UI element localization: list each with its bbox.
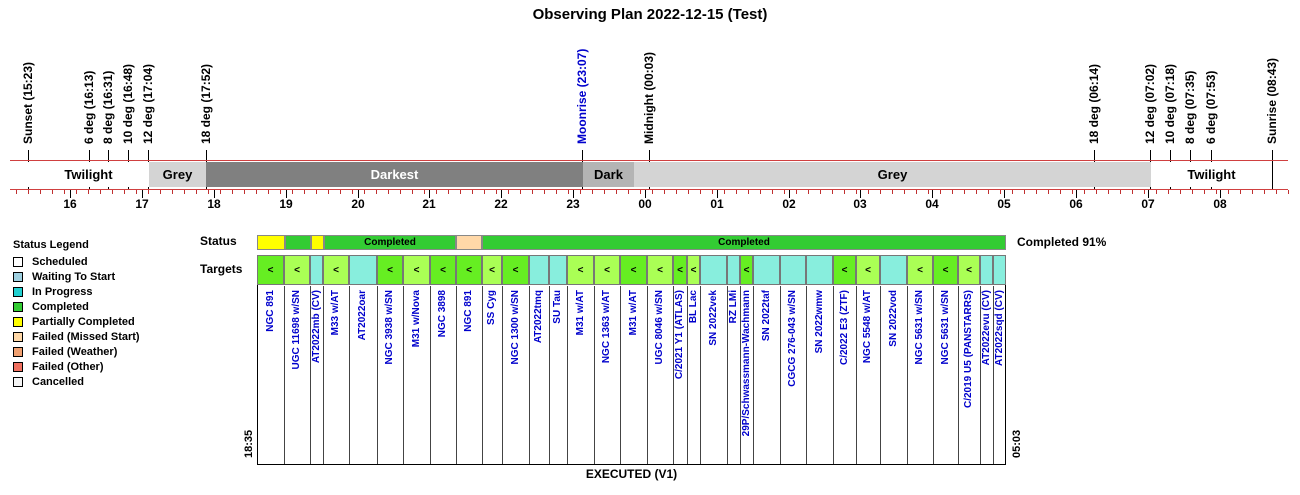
target-name-label[interactable]: SN 2022vod — [887, 290, 899, 347]
hour-label: 02 — [782, 197, 796, 211]
minor-tick — [1288, 190, 1289, 194]
minor-tick — [1024, 190, 1025, 194]
event-label: 10 deg (07:18) — [1163, 63, 1177, 144]
minor-tick — [16, 190, 17, 194]
minor-tick — [976, 190, 977, 194]
target-separator — [856, 286, 857, 464]
legend-swatch — [13, 257, 23, 267]
minor-tick — [652, 190, 653, 194]
minor-tick — [676, 190, 677, 194]
minor-tick — [1048, 190, 1049, 194]
minor-tick — [220, 190, 221, 194]
minor-tick — [844, 190, 845, 194]
minor-tick — [208, 190, 209, 194]
minor-tick — [916, 190, 917, 194]
band-twilight: Twilight — [1151, 162, 1272, 187]
minor-tick — [1072, 190, 1073, 194]
minor-tick — [496, 190, 497, 194]
event-label: 18 deg (06:14) — [1087, 63, 1101, 144]
legend-item — [13, 331, 140, 343]
minor-tick — [196, 190, 197, 194]
target-separator — [687, 286, 688, 464]
hour-label: 07 — [1141, 197, 1155, 211]
minor-tick — [1036, 190, 1037, 194]
minor-tick — [808, 190, 809, 194]
minor-tick — [988, 190, 989, 194]
completed-percentage: Completed 91% — [1017, 235, 1107, 249]
minor-tick — [1228, 190, 1229, 194]
event-label: Sunset (15:23) — [21, 61, 35, 144]
target-cell[interactable]: < — [594, 255, 620, 285]
hour-label: 21 — [422, 197, 436, 211]
target-cell[interactable]: < — [257, 255, 284, 285]
minor-tick — [880, 190, 881, 194]
status-segment[interactable] — [456, 235, 482, 250]
target-cell[interactable]: < — [833, 255, 856, 285]
minor-tick — [688, 190, 689, 194]
minor-tick — [1264, 190, 1265, 194]
event-label: Sunrise (08:43) — [1265, 57, 1279, 144]
band-darkest: Darkest — [206, 162, 583, 187]
minor-tick — [292, 190, 293, 194]
event-label: Moonrise (23:07) — [575, 48, 589, 144]
minor-tick — [472, 190, 473, 194]
target-separator — [780, 286, 781, 464]
minor-tick — [820, 190, 821, 194]
legend-item — [13, 256, 88, 268]
target-name-label[interactable]: M33 w/AT — [330, 290, 341, 336]
hour-label: 00 — [638, 197, 652, 211]
event-label: 12 deg (17:04) — [141, 63, 155, 144]
minor-tick — [160, 190, 161, 194]
event-tick — [1272, 150, 1273, 190]
minor-tick — [1156, 190, 1157, 194]
status-segment[interactable] — [311, 235, 324, 250]
event-label: 12 deg (07:02) — [1143, 63, 1157, 144]
minor-tick — [232, 190, 233, 194]
target-cell[interactable]: < — [284, 255, 310, 285]
legend-label: Failed (Missed Start) — [32, 331, 140, 343]
event-label: 8 deg (07:35) — [1183, 70, 1197, 144]
target-separator — [806, 286, 807, 464]
legend-item — [13, 316, 135, 328]
minor-tick — [724, 190, 725, 194]
minor-tick — [172, 190, 173, 194]
legend-title: Status Legend — [13, 239, 89, 251]
minor-tick — [1240, 190, 1241, 194]
target-name-label[interactable]: NGC 891 — [463, 290, 474, 332]
event-label: Midnight (00:03) — [642, 52, 656, 144]
target-separator — [549, 286, 550, 464]
target-separator — [980, 286, 981, 464]
band-twilight: Twilight — [28, 162, 149, 187]
target-cell[interactable] — [700, 255, 727, 285]
event-label: 18 deg (17:52) — [199, 63, 213, 144]
hour-label: 08 — [1213, 197, 1227, 211]
legend-label: Partially Completed — [32, 316, 135, 328]
minor-tick — [268, 190, 269, 194]
target-separator — [502, 286, 503, 464]
minor-tick — [1120, 190, 1121, 194]
target-separator — [740, 286, 741, 464]
minor-tick — [400, 190, 401, 194]
target-name-label[interactable]: M31 w/AT — [627, 290, 639, 336]
target-cell[interactable]: < — [740, 255, 753, 285]
target-name-label[interactable]: C/2022 E3 (ZTF) — [838, 290, 850, 366]
minor-tick — [508, 190, 509, 194]
legend-label: Failed (Weather) — [32, 346, 118, 358]
target-separator — [993, 286, 994, 464]
target-name-label[interactable]: SN 2022wmw — [813, 290, 825, 354]
hour-label: 17 — [135, 197, 149, 211]
target-separator — [833, 286, 834, 464]
target-name-label[interactable]: SS Cyg — [486, 290, 497, 326]
minor-tick — [856, 190, 857, 194]
minor-tick — [88, 190, 89, 194]
target-cell[interactable]: < — [856, 255, 880, 285]
minor-tick — [1060, 190, 1061, 194]
target-name-label[interactable]: SU Tau — [552, 290, 563, 324]
minor-tick — [1096, 190, 1097, 194]
hour-label: 22 — [494, 197, 508, 211]
target-cell[interactable] — [753, 255, 780, 285]
minor-tick — [928, 190, 929, 194]
target-cell[interactable]: < — [958, 255, 980, 285]
minor-tick — [772, 190, 773, 194]
minor-tick — [340, 190, 341, 194]
start-time: 18:35 — [243, 429, 255, 458]
legend-label: Cancelled — [32, 376, 84, 388]
target-name-label[interactable]: NGC 3898 — [437, 290, 448, 338]
target-cell[interactable] — [310, 255, 323, 285]
target-cell[interactable]: < — [323, 255, 349, 285]
minor-tick — [52, 190, 53, 194]
minor-tick — [628, 190, 629, 194]
targets-row-label: Targets — [200, 262, 243, 276]
target-cell[interactable]: < — [377, 255, 403, 285]
minor-tick — [28, 190, 29, 194]
status-row-label: Status — [200, 234, 237, 248]
minor-tick — [1180, 190, 1181, 194]
target-name-label[interactable]: 29P/Schwassmann-Wachmann — [740, 290, 752, 437]
target-separator — [673, 286, 674, 464]
target-separator — [482, 286, 483, 464]
minor-tick — [1252, 190, 1253, 194]
event-label: 6 deg (16:13) — [82, 70, 96, 144]
band-grey: Grey — [149, 162, 206, 187]
minor-tick — [1204, 190, 1205, 194]
targets-frame — [257, 255, 1006, 465]
target-name-label[interactable]: NGC 3938 w/SN — [384, 290, 395, 365]
timeline-top-line — [10, 160, 1288, 161]
minor-tick — [952, 190, 953, 194]
minor-tick — [532, 190, 533, 194]
target-cell[interactable] — [880, 255, 907, 285]
minor-tick — [76, 190, 77, 194]
target-cell[interactable]: < — [430, 255, 456, 285]
target-name-label[interactable]: AT2022evu (CV) — [980, 290, 992, 366]
minor-tick — [796, 190, 797, 194]
minor-tick — [748, 190, 749, 194]
target-name-label[interactable]: M31 w/AT — [574, 290, 586, 336]
minor-tick — [1192, 190, 1193, 194]
hour-label: 18 — [207, 197, 221, 211]
minor-tick — [712, 190, 713, 194]
legend-label: Waiting To Start — [32, 271, 116, 283]
band-dark: Dark — [583, 162, 634, 187]
target-name-label[interactable]: NGC 5548 w/AT — [862, 290, 873, 364]
target-separator — [594, 286, 595, 464]
target-separator — [727, 286, 728, 464]
target-separator — [620, 286, 621, 464]
minor-tick — [616, 190, 617, 194]
minor-tick — [1216, 190, 1217, 194]
target-cell[interactable] — [549, 255, 567, 285]
legend-swatch — [13, 272, 23, 282]
minor-tick — [1000, 190, 1001, 194]
minor-tick — [460, 190, 461, 194]
hour-label: 19 — [279, 197, 293, 211]
target-cell[interactable]: < — [456, 255, 482, 285]
minor-tick — [1084, 190, 1085, 194]
target-separator — [403, 286, 404, 464]
minor-tick — [1108, 190, 1109, 194]
target-separator — [933, 286, 934, 464]
target-separator — [907, 286, 908, 464]
target-cell[interactable]: < — [647, 255, 673, 285]
target-separator — [880, 286, 881, 464]
minor-tick — [736, 190, 737, 194]
target-name-label[interactable]: C/2021 Y1 (ATLAS) — [674, 290, 685, 380]
target-name-label[interactable]: UGC 11698 w/SN — [291, 290, 302, 370]
target-name-label[interactable]: NGC 1300 w/SN — [509, 290, 521, 365]
minor-tick — [364, 190, 365, 194]
minor-tick — [388, 190, 389, 194]
event-label: 8 deg (16:31) — [101, 70, 115, 144]
target-cell[interactable]: < — [567, 255, 594, 285]
target-name-label[interactable]: SN 2022vek — [707, 290, 719, 346]
legend-swatch — [13, 377, 23, 387]
target-name-label[interactable]: BL Lac — [687, 290, 699, 324]
minor-tick — [280, 190, 281, 194]
minor-tick — [1012, 190, 1013, 194]
minor-tick — [64, 190, 65, 194]
minor-tick — [184, 190, 185, 194]
legend-swatch — [13, 287, 23, 297]
status-segment[interactable] — [285, 235, 311, 250]
target-cell[interactable] — [993, 255, 1006, 285]
target-name-label[interactable]: AT2022sqd (CV) — [993, 290, 1005, 366]
target-name-label[interactable]: AT2022mb (CV) — [310, 290, 322, 364]
target-cell[interactable]: < — [403, 255, 430, 285]
target-cell[interactable]: < — [687, 255, 700, 285]
target-name-label[interactable]: AT2022tmq — [533, 290, 544, 344]
minor-tick — [1276, 190, 1277, 194]
target-name-label[interactable]: M31 w/Nova — [410, 290, 422, 348]
target-separator — [456, 286, 457, 464]
band-grey: Grey — [634, 162, 1151, 187]
legend-item — [13, 376, 84, 388]
minor-tick — [904, 190, 905, 194]
target-separator — [529, 286, 530, 464]
legend-item — [13, 271, 115, 283]
status-segment[interactable] — [257, 235, 285, 250]
minor-tick — [448, 190, 449, 194]
target-name-label[interactable]: CGCG 276-043 w/SN — [787, 290, 798, 387]
legend-label: Scheduled — [32, 256, 88, 268]
target-cell[interactable] — [980, 255, 993, 285]
minor-tick — [148, 190, 149, 194]
legend-item — [13, 301, 89, 313]
legend-swatch — [13, 317, 23, 327]
minor-tick — [112, 190, 113, 194]
status-segment[interactable]: Completed — [324, 235, 456, 250]
hour-label: 20 — [351, 197, 365, 211]
legend-swatch — [13, 362, 23, 372]
minor-tick — [556, 190, 557, 194]
event-label: 10 deg (16:48) — [121, 63, 135, 144]
target-cell[interactable]: < — [502, 255, 529, 285]
minor-tick — [436, 190, 437, 194]
minor-tick — [964, 190, 965, 194]
target-separator — [567, 286, 568, 464]
target-cell[interactable] — [806, 255, 833, 285]
end-time: 05:03 — [1011, 429, 1023, 458]
minor-tick — [544, 190, 545, 194]
hour-label: 05 — [997, 197, 1011, 211]
target-name-label[interactable]: RZ LMi — [727, 290, 739, 324]
minor-tick — [1132, 190, 1133, 194]
minor-tick — [328, 190, 329, 194]
target-separator — [310, 286, 311, 464]
minor-tick — [784, 190, 785, 194]
target-name-label[interactable]: SN 2022taf — [760, 290, 772, 342]
target-separator — [349, 286, 350, 464]
minor-tick — [352, 190, 353, 194]
minor-tick — [304, 190, 305, 194]
hour-label: 04 — [925, 197, 939, 211]
target-name-label[interactable]: NGC 5631 w/SN — [939, 290, 951, 365]
minor-tick — [760, 190, 761, 194]
minor-tick — [640, 190, 641, 194]
minor-tick — [244, 190, 245, 194]
executed-label: EXECUTED (V1) — [585, 467, 678, 481]
target-name-label[interactable]: NGC 891 — [264, 290, 276, 332]
hour-label: 01 — [710, 197, 724, 211]
target-cell[interactable]: < — [933, 255, 958, 285]
status-segment[interactable]: Completed — [482, 235, 1006, 250]
hour-label: 06 — [1069, 197, 1083, 211]
hour-label: 23 — [566, 197, 580, 211]
hour-label: 03 — [853, 197, 867, 211]
target-separator — [753, 286, 754, 464]
legend-swatch — [13, 332, 23, 342]
minor-tick — [892, 190, 893, 194]
legend-item — [13, 346, 117, 358]
target-cell[interactable] — [349, 255, 377, 285]
legend-swatch — [13, 302, 23, 312]
minor-tick — [424, 190, 425, 194]
minor-tick — [580, 190, 581, 194]
minor-tick — [124, 190, 125, 194]
hour-label: 16 — [63, 197, 77, 211]
legend-label: In Progress — [32, 286, 93, 298]
target-name-label[interactable]: UGC 8046 w/SN — [654, 290, 665, 365]
minor-tick — [568, 190, 569, 194]
target-cell[interactable]: < — [907, 255, 933, 285]
target-name-label[interactable]: NGC 1363 w/AT — [601, 290, 612, 364]
legend-label: Failed (Other) — [32, 361, 104, 373]
target-cell[interactable]: < — [673, 255, 687, 285]
legend-swatch — [13, 347, 23, 357]
target-cell[interactable] — [780, 255, 806, 285]
target-name-label[interactable]: NGC 5631 w/SN — [914, 290, 925, 365]
minor-tick — [1144, 190, 1145, 194]
target-cell[interactable]: < — [620, 255, 647, 285]
minor-tick — [412, 190, 413, 194]
target-cell[interactable]: < — [482, 255, 502, 285]
minor-tick — [940, 190, 941, 194]
minor-tick — [316, 190, 317, 194]
page-title: Observing Plan 2022-12-15 (Test) — [532, 6, 768, 23]
target-name-label[interactable]: AT2022oar — [357, 290, 368, 341]
legend-label: Completed — [32, 301, 89, 313]
minor-tick — [700, 190, 701, 194]
minor-tick — [664, 190, 665, 194]
target-separator — [700, 286, 701, 464]
event-label: 6 deg (07:53) — [1204, 70, 1218, 144]
target-separator — [377, 286, 378, 464]
minor-tick — [592, 190, 593, 194]
minor-tick — [136, 190, 137, 194]
target-separator — [284, 286, 285, 464]
minor-tick — [868, 190, 869, 194]
minor-tick — [100, 190, 101, 194]
legend-item — [13, 286, 93, 298]
legend-item — [13, 361, 104, 373]
minor-tick — [520, 190, 521, 194]
minor-tick — [376, 190, 377, 194]
minor-tick — [832, 190, 833, 194]
minor-tick — [1168, 190, 1169, 194]
minor-tick — [484, 190, 485, 194]
target-separator — [647, 286, 648, 464]
target-cell[interactable] — [529, 255, 549, 285]
target-separator — [430, 286, 431, 464]
target-name-label[interactable]: C/2019 U5 (PANSTARRS) — [963, 290, 974, 408]
target-separator — [323, 286, 324, 464]
target-cell[interactable] — [727, 255, 740, 285]
minor-tick — [256, 190, 257, 194]
minor-tick — [40, 190, 41, 194]
minor-tick — [604, 190, 605, 194]
target-separator — [958, 286, 959, 464]
